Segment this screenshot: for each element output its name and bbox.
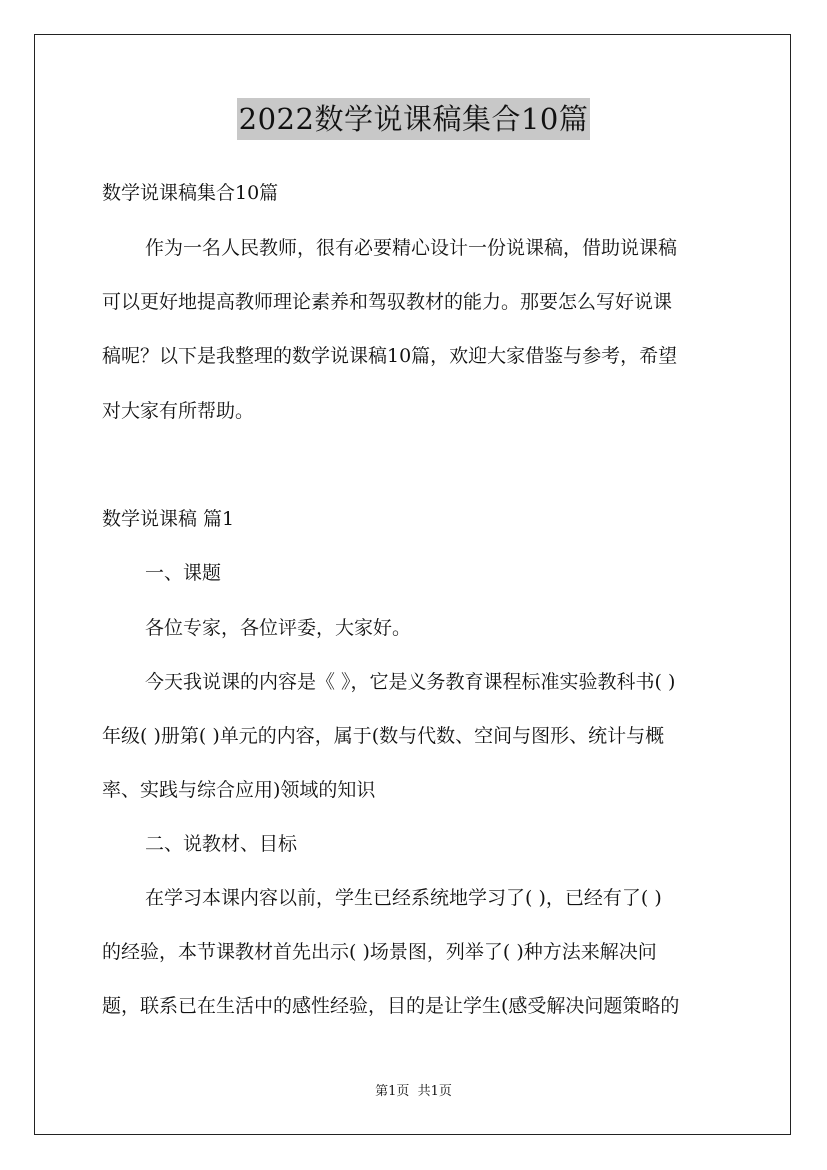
page-footer: 第1页 共1页 <box>375 1084 452 1099</box>
paragraph-line: 在学习本课内容以前，学生已经系统地学习了( )，已经有了( ) <box>145 887 662 909</box>
subheading: 二、说教材、目标 <box>145 833 298 855</box>
paragraph-line: 今天我说课的内容是《 》，它是义务教育课程标准实验教科书( ) <box>145 671 676 693</box>
subheading: 一、课题 <box>145 562 222 584</box>
paragraph-line: 各位专家，各位评委，大家好。 <box>145 617 412 639</box>
paragraph-line: 年级( )册第( )单元的内容，属于(数与代数、空间与图形、统计与概 <box>102 725 665 747</box>
paragraph-line: 题，联系已在生活中的感性经验，目的是让学生(感受解决问题策略的 <box>102 995 680 1017</box>
paragraph-line: 率、实践与综合应用)领域的知识 <box>102 779 376 801</box>
subtitle-line: 数学说课稿集合10篇 <box>102 182 279 204</box>
paragraph-line: 对大家有所帮助。 <box>102 400 255 422</box>
paragraph-line: 作为一名人民教师，很有必要精心设计一份说课稿，借助说课稿 <box>145 237 678 259</box>
title-container <box>0 98 827 140</box>
paragraph-line: 稿呢？以下是我整理的数学说课稿10篇，欢迎大家借鉴与参考，希望 <box>102 345 678 367</box>
document-title: 2022数学说课稿集合10篇 <box>237 98 591 140</box>
paragraph-line: 的经验，本节课教材首先出示( )场景图，列举了( )种方法来解决问 <box>102 941 657 963</box>
section-heading: 数学说课稿 篇1 <box>102 508 235 530</box>
paragraph-line: 可以更好地提高教师理论素养和驾驭教材的能力。那要怎么写好说课 <box>102 291 673 313</box>
